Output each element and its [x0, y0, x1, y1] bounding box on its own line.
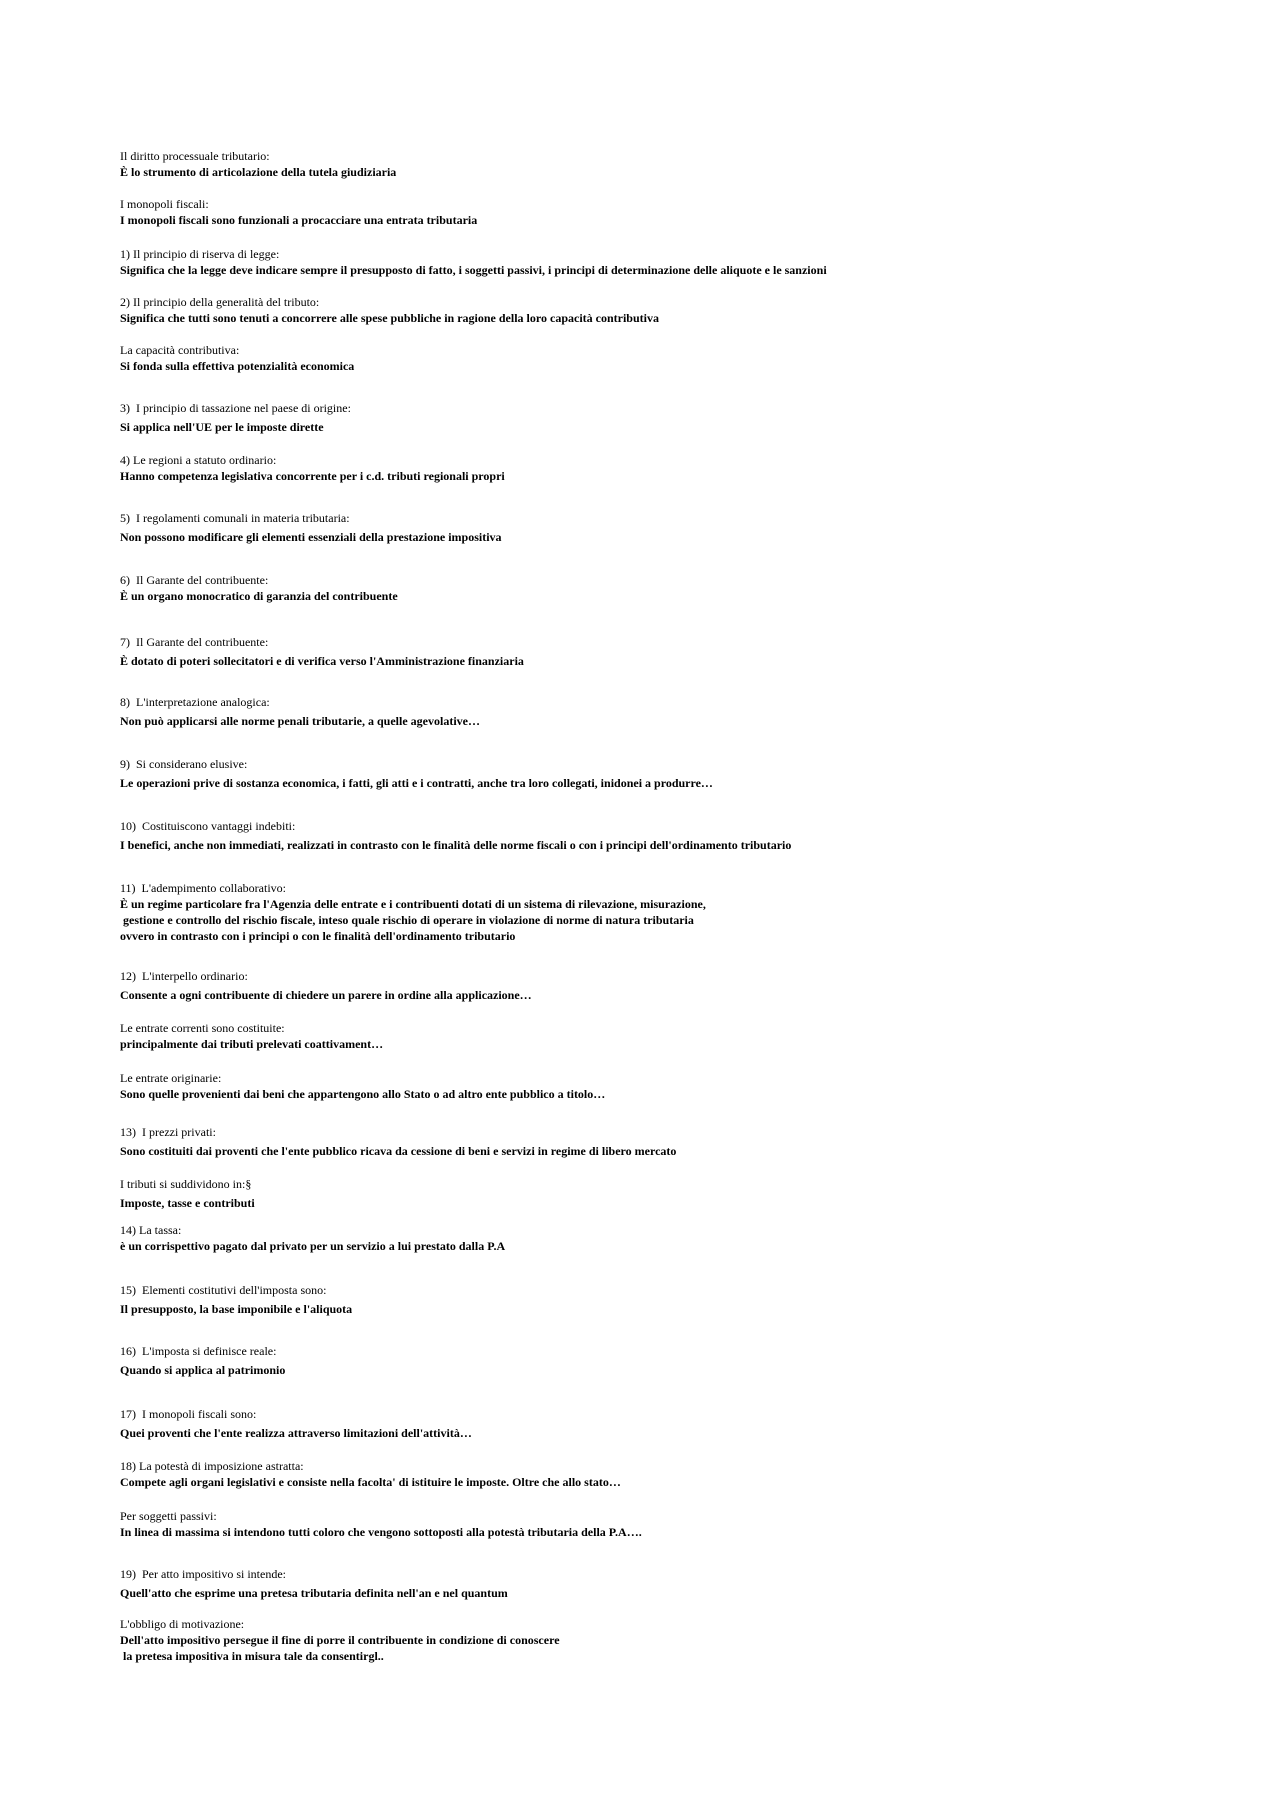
- question-text: 1) Il principio di riserva di legge:: [120, 247, 280, 261]
- qa-item: [120, 1566, 1200, 1601]
- question-text: 8) L'interpretazione analogica:: [120, 695, 270, 709]
- answer-text: Non possono modificare gli elementi essenziali della prestazione impositiva: [120, 530, 502, 544]
- qa-item: [120, 694, 1200, 729]
- question-text: Le entrate correnti sono costituite:: [120, 1021, 285, 1035]
- qa-item: [120, 148, 1200, 180]
- question-text: 7) Il Garante del contribuente:: [120, 635, 269, 649]
- qa-item: [120, 1070, 1200, 1102]
- answer-text: Quando si applica al patrimonio: [120, 1363, 286, 1377]
- answer-text: Si applica nell'UE per le imposte dirette: [120, 420, 324, 434]
- question-text: La capacità contributiva:: [120, 343, 240, 357]
- question-text: 16) L'imposta si definisce reale:: [120, 1344, 277, 1358]
- question-text: Il diritto processuale tributario:: [120, 149, 270, 163]
- answer-text: Quell'atto che esprime una pretesa tributaria definita nell'an e nel quantum: [120, 1586, 508, 1600]
- qa-item: [120, 294, 1200, 326]
- qa-item: [120, 880, 1200, 944]
- question-text: 15) Elementi costitutivi dell'imposta sono:: [120, 1283, 327, 1297]
- qa-item: [120, 400, 1200, 435]
- question-text: 13) I prezzi privati:: [120, 1125, 216, 1139]
- answer-text: Dell'atto impositivo persegue il fine di porre il contribuente in condizione di conoscere la pretesa impositiva in misura tale da consentirgl..: [120, 1633, 560, 1663]
- qa-item: [120, 1282, 1200, 1317]
- qa-item: [120, 452, 1200, 484]
- question-text: Le entrate originarie:: [120, 1071, 222, 1085]
- question-text: 12) L'interpello ordinario:: [120, 969, 248, 983]
- qa-item: [120, 1124, 1200, 1159]
- answer-text: È un regime particolare fra l'Agenzia delle entrate e i contribuenti dotati di un sistema di rilevazione, misurazione, gestione e controllo del rischio fiscale, inteso quale rischio di operare in violazione di norme di natura tributaria ovvero in contrasto con i principi o con le finalità dell'ordinamento tributario: [120, 897, 706, 943]
- answer-text: È lo strumento di articolazione della tutela giudiziaria: [120, 165, 397, 179]
- question-text: I monopoli fiscali:: [120, 197, 209, 211]
- question-text: 9) Si considerano elusive:: [120, 757, 248, 771]
- question-text: Per soggetti passivi:: [120, 1509, 217, 1523]
- question-text: 5) I regolamenti comunali in materia tributaria:: [120, 511, 350, 525]
- answer-text: In linea di massima si intendono tutti coloro che vengono sottoposti alla potestà tributaria della P.A….: [120, 1525, 642, 1539]
- qa-item: [120, 1508, 1200, 1540]
- question-text: 6) Il Garante del contribuente:: [120, 573, 269, 587]
- question-text: 19) Per atto impositivo si intende:: [120, 1567, 286, 1581]
- qa-item: [120, 510, 1200, 545]
- answer-text: Significa che tutti sono tenuti a concorrere alle spese pubbliche in ragione della loro capacità contributiva: [120, 311, 659, 325]
- qa-item: [120, 1343, 1200, 1378]
- qa-item: [120, 1458, 1200, 1490]
- answer-text: Consente a ogni contribuente di chiedere un parere in ordine alla applicazione…: [120, 988, 532, 1002]
- question-text: 17) I monopoli fiscali sono:: [120, 1407, 257, 1421]
- answer-text: Compete agli organi legislativi e consiste nella facolta' di istituire le imposte. Oltre che allo stato…: [120, 1475, 621, 1489]
- qa-item: [120, 1406, 1200, 1441]
- question-text: 10) Costituiscono vantaggi indebiti:: [120, 819, 296, 833]
- answer-text: I benefici, anche non immediati, realizzati in contrasto con le finalità delle norme fiscali o con i principi dell'ordinamento tributario: [120, 838, 792, 852]
- qa-item: [120, 968, 1200, 1003]
- answer-text: Imposte, tasse e contributi: [120, 1196, 255, 1210]
- answer-text: Le operazioni prive di sostanza economica, i fatti, gli atti e i contratti, anche tra loro collegati, inidonei a produrre…: [120, 776, 713, 790]
- qa-item: [120, 1616, 1200, 1664]
- answer-text: Il presupposto, la base imponibile e l'aliquota: [120, 1302, 353, 1316]
- answer-text: È un organo monocratico di garanzia del contribuente: [120, 589, 398, 603]
- answer-text: Quei proventi che l'ente realizza attraverso limitazioni dell'attività…: [120, 1426, 472, 1440]
- qa-item: [120, 196, 1200, 228]
- answer-text: Si fonda sulla effettiva potenzialità economica: [120, 359, 355, 373]
- answer-text: Non può applicarsi alle norme penali tributarie, a quelle agevolative…: [120, 714, 480, 728]
- question-text: L'obbligo di motivazione:: [120, 1617, 245, 1631]
- answer-text: è un corrispettivo pagato dal privato per un servizio a lui prestato dalla P.A: [120, 1239, 506, 1253]
- qa-item: [120, 572, 1200, 604]
- qa-item: [120, 1176, 1200, 1211]
- qa-item: [120, 1020, 1200, 1052]
- qa-item: [120, 634, 1200, 669]
- question-text: I tributi si suddividono in:§: [120, 1177, 252, 1191]
- question-text: 2) Il principio della generalità del tributo:: [120, 295, 320, 309]
- question-text: 14) La tassa:: [120, 1223, 182, 1237]
- answer-text: Sono costituiti dai proventi che l'ente pubblico ricava da cessione di beni e servizi in regime di libero mercato: [120, 1144, 677, 1158]
- answer-text: Sono quelle provenienti dai beni che appartengono allo Stato o ad altro ente pubblico a titolo…: [120, 1087, 606, 1101]
- answer-text: È dotato di poteri sollecitatori e di verifica verso l'Amministrazione finanziaria: [120, 654, 524, 668]
- answer-text: Significa che la legge deve indicare sempre il presupposto di fatto, i soggetti passivi, i principi di determinazione delle aliquote e le sanzioni: [120, 263, 827, 277]
- question-text: 4) Le regioni a statuto ordinario:: [120, 453, 277, 467]
- answer-text: Hanno competenza legislativa concorrente per i c.d. tributi regionali propri: [120, 469, 505, 483]
- question-text: 11) L'adempimento collaborativo:: [120, 881, 287, 895]
- answer-text: principalmente dai tributi prelevati coattivament…: [120, 1037, 384, 1051]
- question-text: 3) I principio di tassazione nel paese di origine:: [120, 401, 351, 415]
- qa-item: [120, 756, 1200, 791]
- qa-item: [120, 818, 1200, 853]
- qa-item: [120, 1222, 1200, 1254]
- question-text: 18) La potestà di imposizione astratta:: [120, 1459, 304, 1473]
- answer-text: I monopoli fiscali sono funzionali a procacciare una entrata tributaria: [120, 213, 478, 227]
- qa-item: [120, 342, 1200, 374]
- qa-item: [120, 246, 1200, 278]
